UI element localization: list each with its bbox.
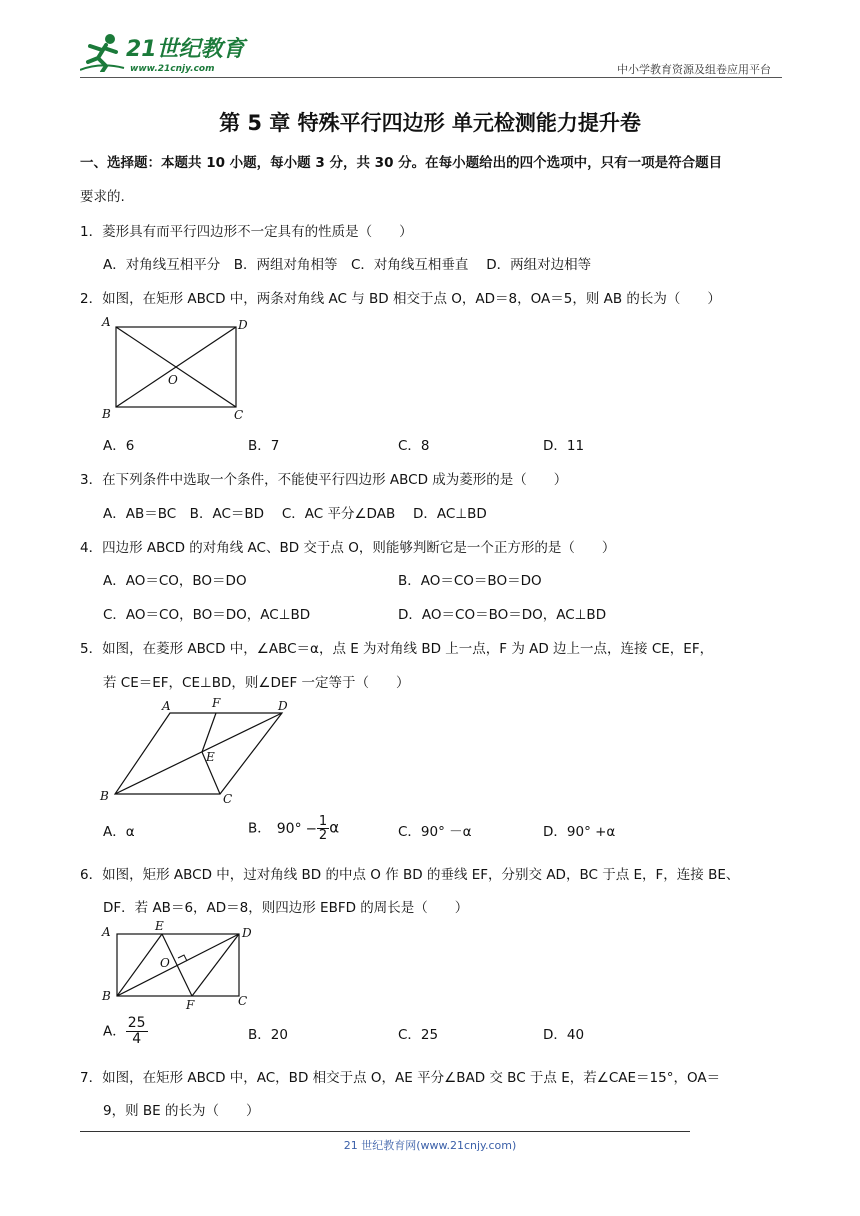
label-a: A: [102, 315, 111, 329]
label-e: E: [206, 750, 215, 764]
segment-be: [117, 934, 162, 996]
q2-stem: 2．如图，在矩形 ABCD 中，两条对角线 AC 与 BD 相交于点 O，AD＝8，OA＝5，则 AB 的长为（ ）: [80, 291, 721, 307]
q6-option-d: D．40: [543, 1027, 585, 1043]
platform-label: 中小学教育资源及组卷应用平台: [617, 63, 771, 76]
label-a: A: [162, 699, 171, 713]
label-a: A: [102, 925, 111, 939]
q5-stem-line2: 若 CE＝EF，CE⊥BD，则∠DEF 一定等于（ ）: [103, 675, 410, 691]
label-o: O: [168, 373, 178, 387]
label-d: D: [242, 926, 252, 940]
q6-stem-line2: DF．若 AB＝6，AD＝8，则四边形 EBFD 的周长是（ ）: [103, 900, 469, 916]
label-c: C: [223, 792, 233, 806]
q3-options: A．AB＝BC B．AC＝BD C．AC 平分∠DAB D．AC⊥BD: [103, 506, 487, 522]
page-title: 第 5 章 特殊平行四边形 单元检测能力提升卷: [219, 111, 641, 135]
section-heading: 一、选择题：本题共 10 小题，每小题 3 分，共 30 分。在每小题给出的四个选项中，只有一项是符合题目: [80, 155, 723, 171]
label-b: B: [102, 407, 111, 421]
diagonal-bd: [115, 713, 282, 794]
q5-option-d: D．90° +α: [543, 824, 616, 840]
fraction-25-4: $\frac{25}{4}$: [127, 1015, 146, 1047]
header-divider: [80, 77, 782, 78]
q2-figure: [98, 312, 258, 424]
label-o: O: [160, 956, 170, 970]
diagonal-bd: [117, 934, 239, 996]
q4-option-a: A．AO＝CO，BO＝DO: [103, 573, 247, 589]
right-angle-mark: [178, 955, 187, 961]
q6-option-c: C．25: [398, 1027, 439, 1043]
q4-option-d: D．AO＝CO＝BO＝DO，AC⊥BD: [398, 607, 607, 623]
q1-options: A．对角线互相平分 B．两组对角相等 C．对角线互相垂直 D．两组对边相等: [103, 257, 592, 273]
label-b: B: [100, 789, 109, 803]
q5-stem-line1: 5．如图，在菱形 ABCD 中，∠ABC＝α，点 E 为对角线 BD 上一点，F 为 AD 边上一点，连接 CE，EF，: [80, 641, 714, 657]
label-c: C: [234, 408, 244, 422]
q7-stem-line1: 7．如图，在矩形 ABCD 中，AC，BD 相交于点 O，AE 平分∠BAD 交 BC 于点 E，若∠CAE＝15°，OA＝: [80, 1070, 721, 1086]
q1-stem: 1．菱形具有而平行四边形不一定具有的性质是（ ）: [80, 224, 413, 240]
q5-option-a: A．α: [103, 824, 135, 840]
q4-stem: 4．四边形 ABCD 的对角线 AC、BD 交于点 O，则能够判断它是一个正方形的是（ ）: [80, 540, 616, 556]
q3-stem: 3．在下列条件中选取一个条件，不能使平行四边形 ABCD 成为菱形的是（ ）: [80, 472, 568, 488]
q2-option-d: D．11: [543, 438, 585, 454]
label-f: F: [186, 998, 195, 1012]
q6-option-b: B．20: [248, 1027, 288, 1043]
label-c: C: [238, 994, 248, 1008]
fraction-half: $\frac{1}{2}$: [318, 814, 328, 843]
q5-option-b: B． 90° − $\frac{1}{2}$ α: [248, 814, 340, 843]
q4-option-b: B．AO＝CO＝BO＝DO: [398, 573, 542, 589]
q2-option-b: B．7: [248, 438, 280, 454]
q6-stem-line1: 6．如图，矩形 ABCD 中，过对角线 BD 的中点 O 作 BD 的垂线 EF，分别交 AD，BC 于点 E，F，连接 BE、: [80, 867, 740, 883]
q5-figure: [98, 696, 298, 808]
logo-text: 21世纪教育: [126, 37, 245, 62]
runner-icon: [80, 32, 126, 72]
label-f: F: [212, 696, 221, 710]
q4-option-c: C．AO＝CO，BO＝DO，AC⊥BD: [103, 607, 311, 623]
footer-text[interactable]: 21 世纪教育网(www.21cnjy.com): [343, 1139, 517, 1152]
site-logo: [80, 30, 250, 78]
q2-option-a: A．6: [103, 438, 135, 454]
q6-figure: [98, 920, 258, 1012]
q2-option-c: C．8: [398, 438, 430, 454]
segment-df: [192, 934, 239, 996]
footer-divider: [80, 1131, 690, 1132]
label-d: D: [278, 699, 288, 713]
q7-stem-line2: 9，则 BE 的长为（ ）: [103, 1103, 260, 1119]
section-heading-cont: 要求的.: [80, 189, 125, 205]
label-e: E: [155, 920, 164, 933]
label-d: D: [238, 318, 248, 332]
q6-option-a: A． $\frac{25}{4}$: [103, 1015, 146, 1047]
q5-option-c: C．90° －α: [398, 824, 472, 840]
logo-url: www.21cnjy.com: [130, 64, 215, 74]
label-b: B: [102, 989, 111, 1003]
